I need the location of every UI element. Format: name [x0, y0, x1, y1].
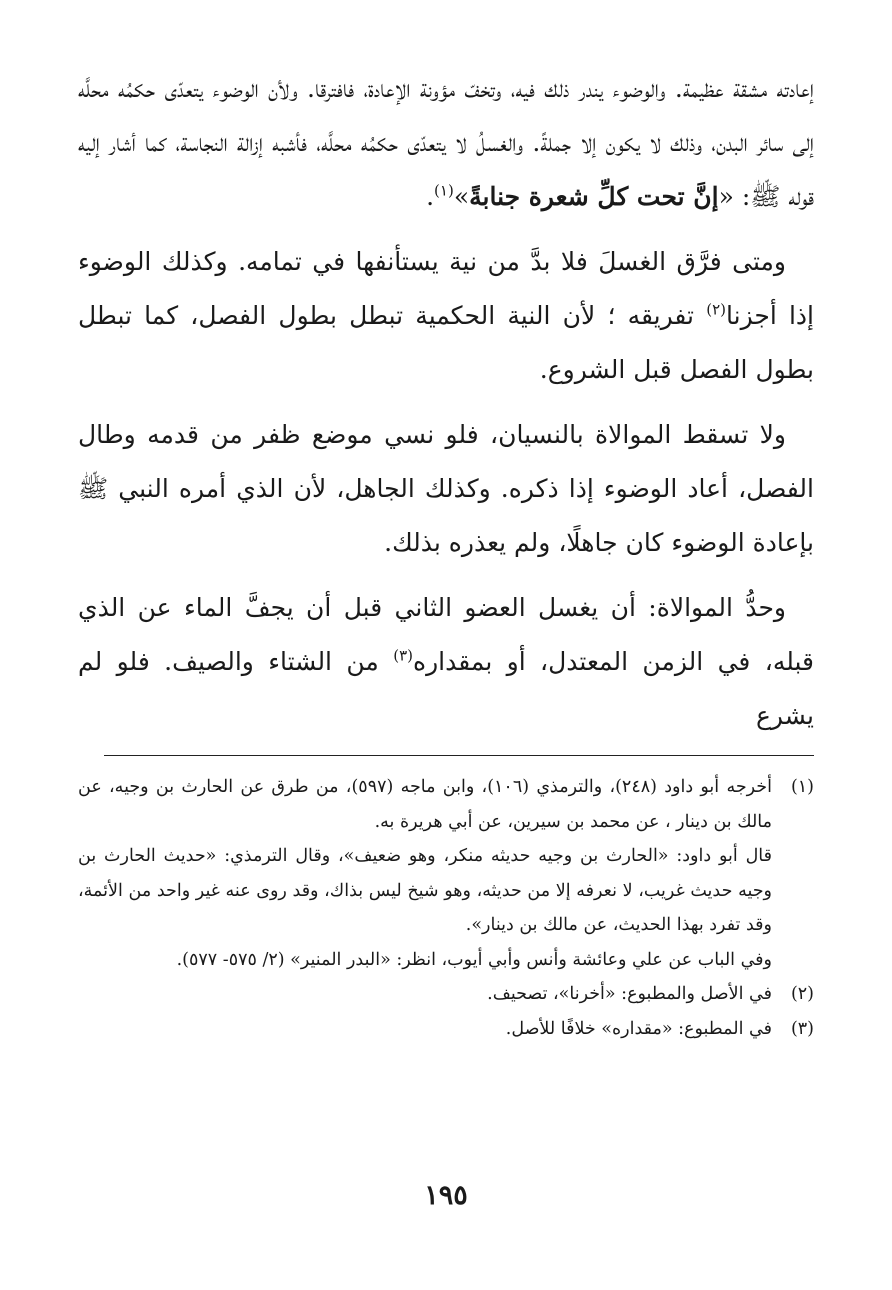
paragraph-2	[78, 235, 814, 397]
paragraph-1-text-c: .	[426, 182, 435, 211]
paragraph-1-text-a: إعادته مشقة عظيمة. والوضوء يندر ذلك فيه، وتخفّ مؤونة الإعادة، فافترقا. ولأن الوضوء يتعدّى حكمُه محلَّه إلى سائر البدن، وذلك لا يكون إلا جملةً. والغسلُ لا يتعدّى حكمُه محلَّه، فأشبه إزالة النجاسة، كما أشار إليه قوله ﷺ: «	[78, 74, 814, 211]
paragraph-4-text-b: من الشتاء والصيف. فلو لم يشرع	[78, 647, 814, 730]
footnote-1-paragraph-2: قال أبو داود: «الحارث بن وجيه حديثه منكر، وهو ضعيف»، وقال الترمذي: «حديث الحارث بن وجيه حديث غريب، لا نعرفه إلا من حديثه، وهو شيخ ليس بذاك، وقد روى عنه غير واحد من الأئمة، وقد تفرد بهذا الحديث، عن مالك بن دينار».	[78, 846, 772, 935]
footnote-3	[78, 1012, 814, 1047]
footnote-ref-1[interactable]: (١)	[434, 181, 454, 200]
paragraph-1	[78, 62, 814, 224]
page-content	[78, 62, 814, 1046]
paragraph-1-text-b: »	[453, 182, 470, 211]
paragraph-3	[78, 408, 814, 570]
hadith-quote: إنَّ تحت كلِّ شعرة جنابةً	[469, 182, 719, 211]
footnotes	[78, 770, 814, 1046]
paragraph-2-text-b: تفريقه ؛ لأن النية الحكمية تبطل بطول الفصل، كما تبطل بطول الفصل قبل الشروع.	[78, 301, 814, 384]
paragraph-4	[78, 581, 814, 743]
footnote-ref-2[interactable]: (٢)	[706, 300, 726, 319]
footnote-1-paragraph-3: وفي الباب عن علي وعائشة وأنس وأبي أيوب، انظر: «البدر المنير» (٢/ ٥٧٥- ٥٧٧).	[176, 949, 772, 970]
paragraph-4-text-a: وحدُّ الموالاة: أن يغسل العضو الثاني قبل أن يجفَّ الماء عن الذي قبله، في الزمن المعتدل، أو بمقداره	[78, 593, 814, 676]
page-number: ١٩٥	[424, 1180, 468, 1211]
footnote-3-number: (٣)	[790, 1018, 814, 1039]
footnote-1-number: (١)	[790, 777, 814, 797]
footnote-2-number: (٢)	[790, 984, 814, 1004]
paragraph-2-text-a: ومتى فرَّق الغسلَ فلا بدَّ من نية يستأنفها في تمامه. وكذلك الوضوء إذا أجزنا	[78, 247, 814, 330]
footnote-1	[78, 770, 814, 977]
footnote-1-paragraph-1: أخرجه أبو داود (٢٤٨)، والترمذي (١٠٦)، وابن ماجه (٥٩٧)، من طرق عن الحارث بن وجيه، عن مالك بن دينار ، عن محمد بن سيرين، عن أبي هريرة به.	[78, 777, 772, 832]
main-text	[78, 62, 814, 743]
footnote-ref-3[interactable]: (٣)	[393, 646, 413, 665]
footnote-divider	[104, 755, 814, 756]
footnote-2-paragraph-1: في الأصل والمطبوع: «أخرنا»، تصحيف.	[487, 984, 772, 1004]
paragraph-3-text: ولا تسقط الموالاة بالنسيان، فلو نسي موضع ظفر من قدمه وطال الفصل، أعاد الوضوء إذا ذكره. وكذلك الجاهل، لأن الذي أمره النبي ﷺ بإعادة الوضوء كان جاهلًا، ولم يعذره بذلك.	[78, 420, 814, 557]
footnote-2	[78, 977, 814, 1012]
footnote-3-paragraph-1: في المطبوع: «مقداره» خلافًا للأصل.	[505, 1018, 772, 1039]
